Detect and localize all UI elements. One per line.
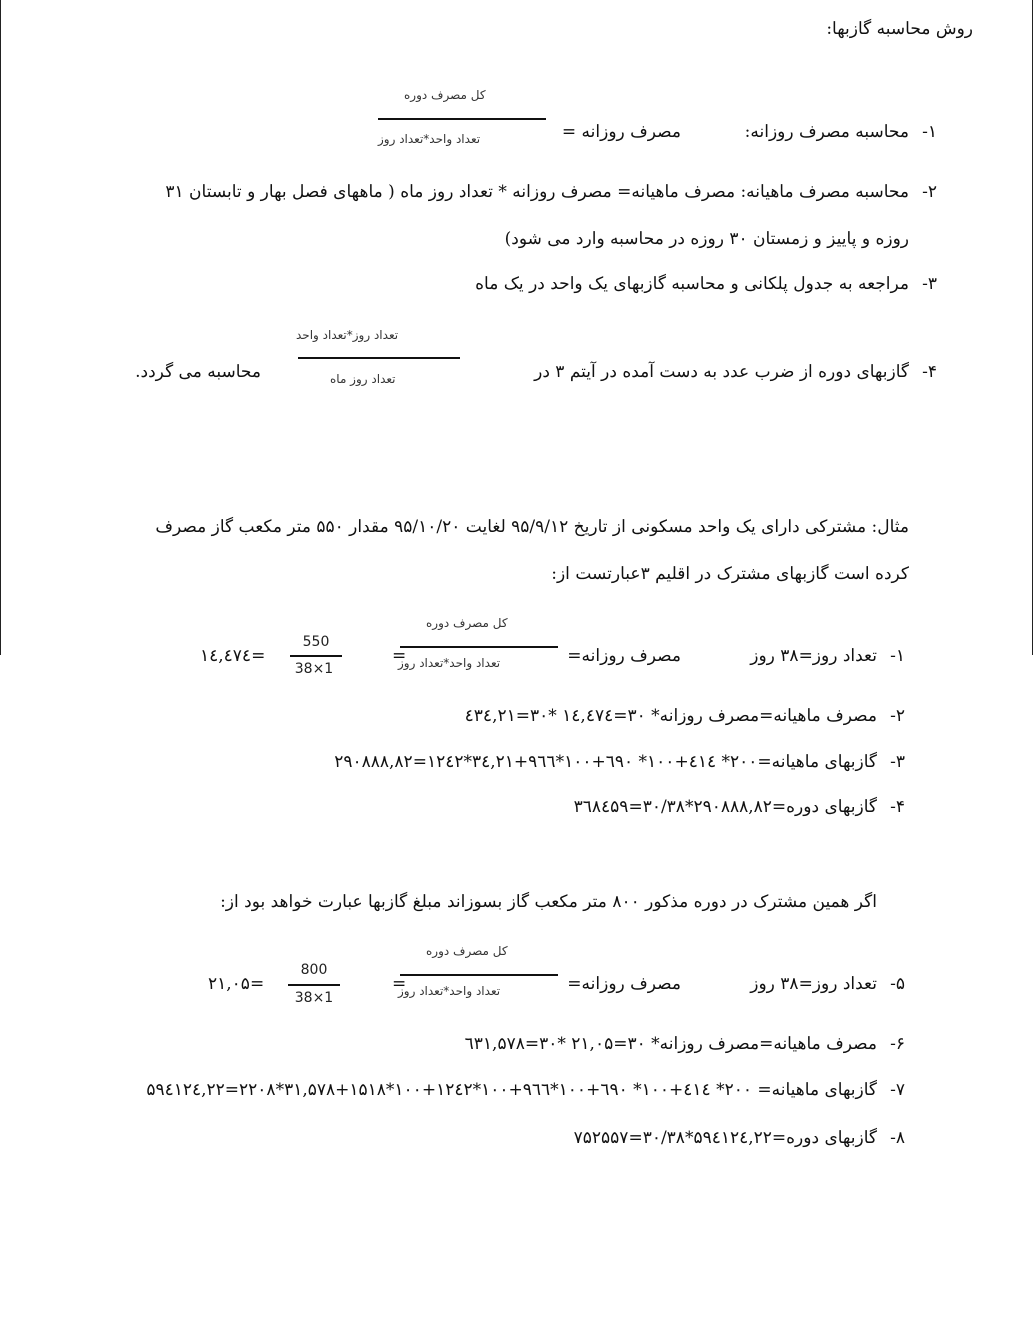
ex-item-4-text: گازبهای دوره=۲۹۰۸۸۸,۸۲*۳۰/۳۸=۳٦۸٤۵۹ xyxy=(573,797,877,817)
fraction-bar xyxy=(400,974,558,976)
fraction-bar xyxy=(378,118,546,120)
ex-item-7-number: ۷- xyxy=(890,1080,905,1100)
fraction-numerator: کل مصرف دوره xyxy=(404,88,486,102)
ex-item-1-number: ۱- xyxy=(890,646,905,666)
ex-item-5-value-denominator: 38×1 xyxy=(294,990,334,1006)
step-4-fraction xyxy=(296,322,462,398)
ex-item-8-text: گازبهای دوره=۵۹٤۱۲٤,۲۲*۳۰/۳۸=۷۵۲۵۵۷ xyxy=(573,1128,877,1148)
fraction-denominator: تعداد واحد*تعداد روز xyxy=(398,656,501,670)
ex-item-5-value-bar xyxy=(288,984,340,986)
step-2-line-1: محاسبه مصرف ماهیانه: مصرف ماهیانه= مصرف روزانه * تعداد روز ماه ( ماههای فصل بهار و تابستان ۳۱ xyxy=(165,182,909,202)
ex-item-5-value-numerator: 800 xyxy=(300,962,328,978)
ex-item-2-number: ۲- xyxy=(890,706,905,726)
ex-item-1-lhs: مصرف روزانه= xyxy=(567,646,681,666)
example-2-intro: اگر همین مشترک در دوره مذکور ۸۰۰ متر مکعب گاز بسوزاند مبلغ گازبها عبارت خواهد بود از: xyxy=(220,892,877,912)
fraction-bar xyxy=(400,646,558,648)
ex-item-1-value-denominator: 38×1 xyxy=(294,661,334,677)
example-line-2: کرده است گازبهای مشترک در اقلیم ۳عبارتست از: xyxy=(551,564,909,584)
step-1-fraction xyxy=(378,84,548,158)
example-line-1: مثال: مشترکی دارای یک واحد مسکونی از تاریخ ۹۵/۹/۱۲ لغایت ۹۵/۱۰/۲۰ مقدار ۵۵۰ متر مکعب گاز مصرف xyxy=(155,517,909,537)
ex-item-7-text: گازبهای ماهیانه= ۲۰۰* ٤۱٤+۱۰۰* ٦۹۰+۱۰۰*۹٦٦+۱۰۰*۱۲٤۲+۱۰۰*۱۵۱۸+۳۱,۵۷۸*۲۲۰۸=۵۹٤۱۲٤,۲۲ xyxy=(146,1080,877,1100)
ex-item-1-equals: = xyxy=(392,646,407,666)
fraction-denominator: تعداد واحد*تعداد روز xyxy=(378,132,481,146)
ex-item-3-number: ۳- xyxy=(890,752,905,772)
ex-item-1-fraction xyxy=(396,612,562,678)
fraction-numerator: کل مصرف دوره xyxy=(426,944,508,958)
ex-item-3-text: گازبهای ماهیانه=۲۰۰* ٤۱٤+۱۰۰* ٦۹۰+۱۰۰*۹٦٦+۳٤,۲۱*۱۲٤۲=۲۹۰۸۸۸,۸۲ xyxy=(334,752,877,772)
step-1-label: محاسبه مصرف روزانه: xyxy=(744,122,909,142)
ex-item-8-number: ۸- xyxy=(890,1128,905,1148)
fraction-bar xyxy=(298,357,460,359)
fraction-denominator: تعداد واحد*تعداد روز xyxy=(398,984,501,998)
ex-item-2-text: مصرف ماهیانه=مصرف روزانه* ۳۰=۱٤,٤۷٤ *۳۰=٤۳٤,۲۱ xyxy=(464,706,877,726)
fraction-denominator: تعداد روز ماه xyxy=(330,372,396,386)
ex-item-5-lhs: مصرف روزانه= xyxy=(567,974,681,994)
page-left-edge xyxy=(0,0,1,655)
step-4-number: ۴- xyxy=(922,362,937,382)
ex-item-5-equals: = xyxy=(392,974,407,994)
ex-item-1-days: تعداد روز=۳۸ روز xyxy=(750,646,877,666)
step-2-number: ۲- xyxy=(922,182,937,202)
ex-item-5-number: ۵- xyxy=(890,974,905,994)
fraction-numerator: کل مصرف دوره xyxy=(426,616,508,630)
fraction-numerator: تعداد روز*تعداد واحد xyxy=(296,328,399,342)
step-4-text: گازبهای دوره از ضرب عدد به دست آمده در آیتم ۳ در xyxy=(534,362,909,382)
page-title: روش محاسبه گازبها: xyxy=(826,19,973,39)
ex-item-6-text: مصرف ماهیانه=مصرف روزانه* ۳۰=۲۱,۰۵ *۳۰=٦۳۱,۵۷۸ xyxy=(464,1034,877,1054)
step-3-number: ۳- xyxy=(922,274,937,294)
step-3-text: مراجعه به جدول پلکانی و محاسبه گازبهای یک واحد در یک ماه xyxy=(475,274,909,294)
step-1-lhs: مصرف روزانه = xyxy=(561,122,681,142)
ex-item-5-result: =۲۱,۰۵ xyxy=(208,974,265,994)
ex-item-1-result: =۱٤,٤۷٤ xyxy=(200,646,266,666)
ex-item-5-fraction xyxy=(396,940,562,1006)
step-1-number: ۱- xyxy=(922,122,937,142)
ex-item-5-days: تعداد روز=۳۸ روز xyxy=(750,974,877,994)
step-4-tail: محاسبه می گردد. xyxy=(135,362,261,382)
ex-item-6-number: ۶- xyxy=(890,1034,905,1054)
step-2-line-2: روزه و پاییز و زمستان ۳۰ روزه در محاسبه وارد می شود) xyxy=(504,229,909,249)
ex-item-1-value-bar xyxy=(290,655,342,657)
ex-item-4-number: ۴- xyxy=(890,797,905,817)
ex-item-1-value-numerator: 550 xyxy=(302,634,330,650)
